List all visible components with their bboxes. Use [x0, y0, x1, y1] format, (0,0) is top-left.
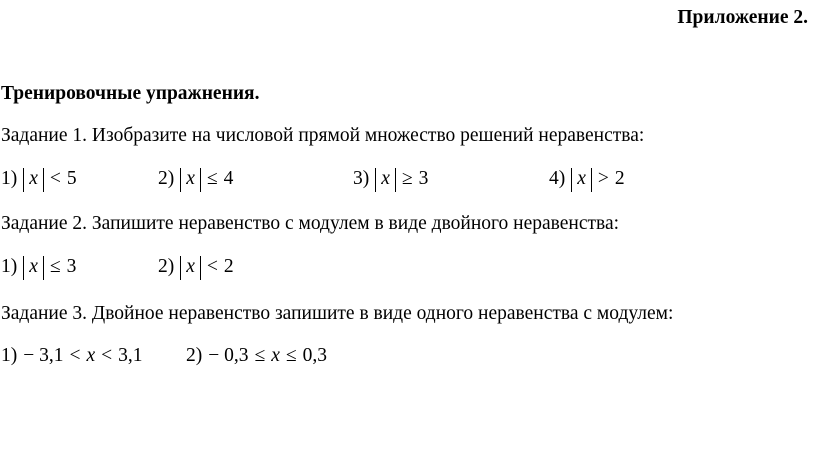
task-1-item-2 [158, 167, 233, 192]
item-number: 2) [158, 256, 175, 277]
rhs-value: 5 [66, 168, 77, 189]
exercises-heading: Тренировочные упражнения. [1, 83, 260, 104]
inequality-sign: < [49, 168, 61, 189]
inequality-sign: < [206, 256, 218, 277]
right-bound: 0,3 [302, 345, 327, 366]
abs-inequality [375, 167, 428, 192]
abs-inequality [23, 255, 76, 280]
inequality-sign: ≥ [401, 168, 413, 189]
inequality-sign: ≤ [206, 168, 218, 189]
rhs-value: 2 [223, 256, 234, 277]
inequality-sign: > [597, 168, 609, 189]
item-number: 3) [353, 168, 370, 189]
rhs-value: 2 [614, 168, 625, 189]
abs-value: x [23, 168, 44, 192]
item-number: 2) [186, 345, 203, 366]
task-3-item-1 [1, 344, 143, 368]
item-number: 2) [158, 168, 175, 189]
left-bound: − 0,3 [208, 345, 249, 366]
double-inequality [23, 344, 142, 368]
double-inequality [208, 344, 327, 368]
abs-value: x [23, 256, 44, 280]
inequality-sign-left: < [69, 345, 81, 366]
item-number: 1) [1, 168, 18, 189]
abs-inequality [180, 255, 233, 280]
task-2-text: Задание 2. Запишите неравенство с модулем в виде двойного неравенства: [1, 213, 620, 234]
task-1-item-1 [1, 167, 77, 192]
abs-value: x [571, 168, 592, 192]
item-number: 1) [1, 256, 18, 277]
appendix-label: Приложение 2. [677, 7, 808, 28]
abs-inequality [23, 167, 76, 192]
task-3-text: Задание 3. Двойное неравенство запишите в виде одного неравенства с модулем: [1, 303, 674, 324]
task-1-text: Задание 1. Изобразите на числовой прямой множество решений неравенства: [1, 125, 645, 146]
rhs-value: 3 [66, 256, 77, 277]
variable: x [271, 345, 280, 366]
inequality-sign-right: < [101, 345, 113, 366]
variable: x [86, 345, 96, 366]
right-bound: 3,1 [118, 345, 143, 366]
inequality-sign-right: ≤ [285, 345, 297, 366]
task-1-item-4 [549, 167, 625, 192]
task-1-item-3 [353, 167, 428, 192]
rhs-value: 3 [418, 168, 429, 189]
abs-inequality [571, 167, 624, 192]
item-number: 1) [1, 345, 18, 366]
abs-value: x [180, 256, 201, 280]
abs-value: x [375, 168, 396, 192]
task-3-item-2 [186, 344, 327, 368]
abs-value: x [180, 168, 201, 192]
abs-inequality [180, 167, 233, 192]
inequality-sign: ≤ [49, 256, 61, 277]
task-2-item-1 [1, 255, 76, 280]
rhs-value: 4 [223, 168, 234, 189]
inequality-sign-left: ≤ [254, 345, 266, 366]
task-2-item-2 [158, 255, 234, 280]
item-number: 4) [549, 168, 566, 189]
left-bound: − 3,1 [23, 345, 64, 366]
